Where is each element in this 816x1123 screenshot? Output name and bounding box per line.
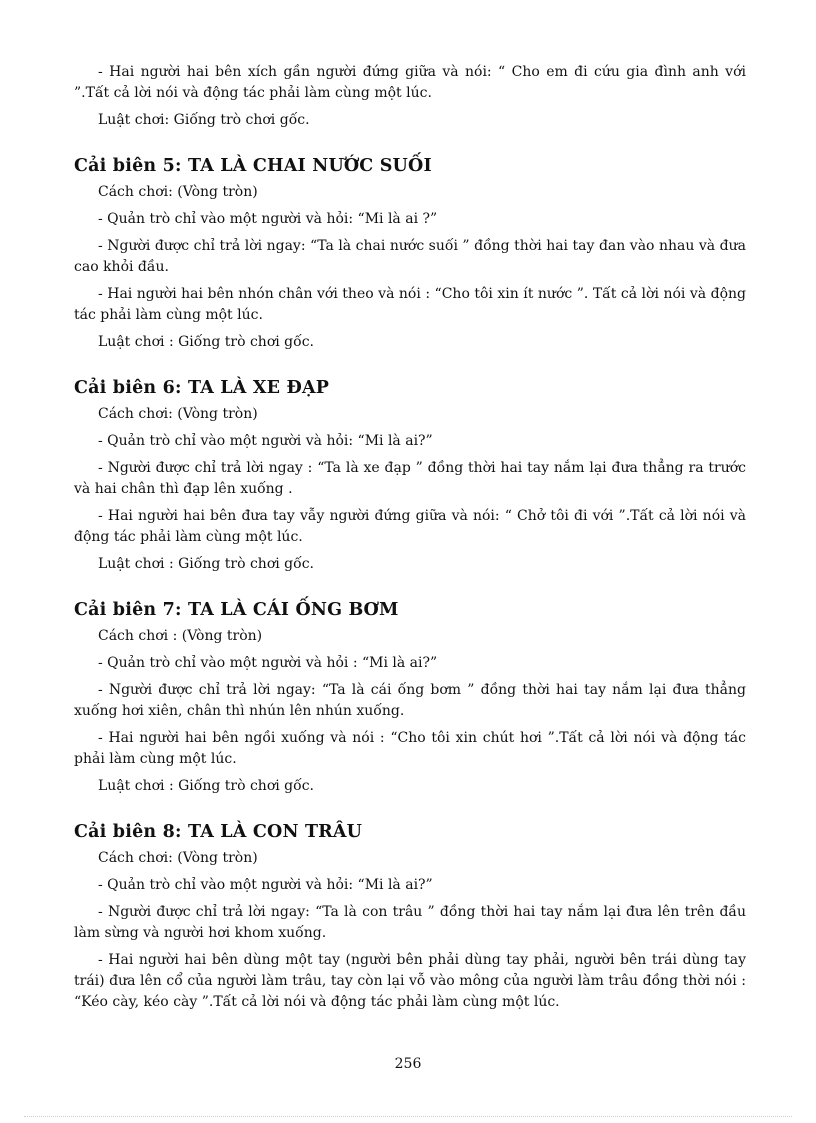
section-6-line: - Quản trò chỉ vào một người và hỏi: “Mi là ai?” [98, 433, 433, 449]
page-number: 256 [394, 1056, 422, 1072]
section-7-line: Cách chơi : (Vòng tròn) [98, 628, 263, 644]
section-5-line: - Người được chỉ trả lời ngay: “Ta là chai nước suối ” đồng thời hai tay đan vào nhau và đưa cao khỏi đầu. [74, 238, 746, 275]
section-8 [74, 820, 746, 1013]
section-8-line: - Hai người hai bên dùng một tay (người bên phải dùng tay phải, người bên trái dùng tay trái) đưa lên cổ của người làm trâu, tay còn lại vỗ vào mông của người làm trâu đồng thời nói : “Kéo cày, kéo cày ”.Tất cả lời nói và động tác phải làm cùng một lúc. [74, 952, 746, 1010]
section-5-line: Luật chơi : Giống trò chơi gốc. [98, 334, 315, 350]
section-8-line: Cách chơi: (Vòng tròn) [98, 850, 258, 866]
section-5-line: - Hai người hai bên nhón chân với theo và nói : “Cho tôi xin ít nước ”. Tất cả lời nói và động tác phải làm cùng một lúc. [74, 286, 746, 323]
section-6 [74, 376, 746, 575]
section-6-line: - Hai người hai bên đưa tay vẫy người đứng giữa và nói: “ Chở tôi đi với ”.Tất cả lời nói và động tác phải làm cùng một lúc. [74, 508, 746, 545]
section-7 [74, 598, 746, 797]
section-6-title: Cải biên 6: TA LÀ XE ĐẠP [74, 378, 330, 398]
section-5-line: Cách chơi: (Vòng tròn) [98, 184, 258, 200]
section-7-line: - Người được chỉ trả lời ngay: “Ta là cái ống bơm ” đồng thời hai tay nắm lại đưa thẳng xuống hơi xiên, chân thì nhún lên nhún xuống. [74, 682, 746, 719]
intro-paragraph: - Hai người hai bên xích gần người đứng giữa và nói: “ Cho em đi cứu gia đình anh với ”.Tất cả lời nói và động tác phải làm cùng một lúc. [74, 64, 746, 101]
section-5 [74, 154, 746, 353]
page-content [74, 62, 746, 1013]
section-7-title: Cải biên 7: TA LÀ CÁI ỐNG BƠM [74, 600, 399, 620]
section-5-title: Cải biên 5: TA LÀ CHAI NƯỚC SUỐI [74, 156, 432, 176]
section-6-line: - Người được chỉ trả lời ngay : “Ta là xe đạp ” đồng thời hai tay nắm lại đưa thẳng ra trước và hai chân thì đạp lên xuống . [74, 460, 746, 497]
page-bottom-divider [24, 1116, 792, 1117]
section-6-line: Cách chơi: (Vòng tròn) [98, 406, 258, 422]
section-7-line: - Hai người hai bên ngồi xuống và nói : “Cho tôi xin chút hơi ”.Tất cả lời nói và động tác phải làm cùng một lúc. [74, 730, 746, 767]
section-6-line: Luật chơi : Giống trò chơi gốc. [98, 556, 315, 572]
section-7-line: - Quản trò chỉ vào một người và hỏi : “Mi là ai?” [98, 655, 438, 671]
section-5-line: - Quản trò chỉ vào một người và hỏi: “Mi là ai ?” [98, 211, 438, 227]
section-7-line: Luật chơi : Giống trò chơi gốc. [98, 778, 315, 794]
section-8-title: Cải biên 8: TA LÀ CON TRÂU [74, 822, 363, 842]
section-8-line: - Quản trò chỉ vào một người và hỏi: “Mi là ai?” [98, 877, 433, 893]
section-8-line: - Người được chỉ trả lời ngay: “Ta là con trâu ” đồng thời hai tay nắm lại đưa lên trên đầu làm sừng và người hơi khom xuống. [74, 904, 746, 941]
intro-rule: Luật chơi: Giống trò chơi gốc. [98, 112, 310, 128]
